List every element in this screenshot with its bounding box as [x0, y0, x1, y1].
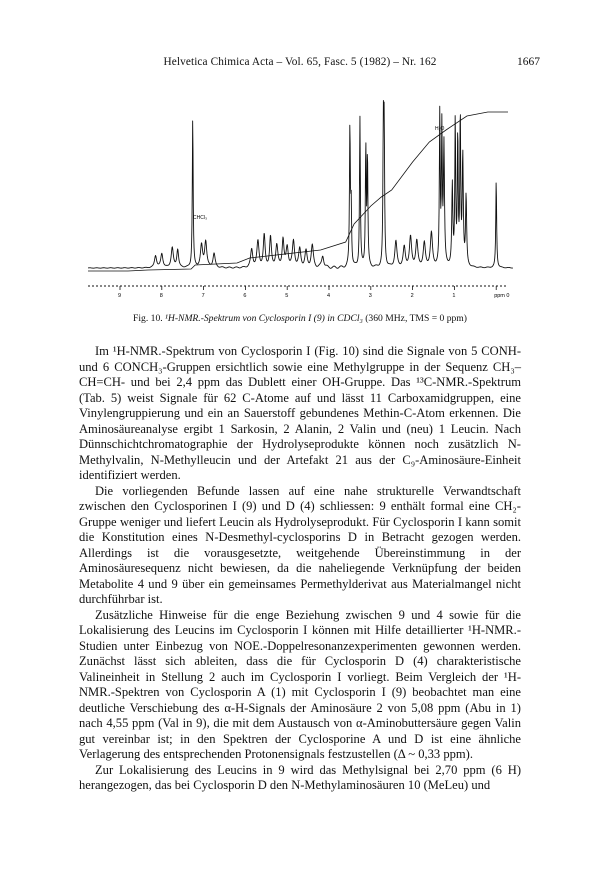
spectrum-trace	[88, 100, 513, 268]
ppm-tick-label: 8	[159, 293, 163, 299]
ppm-tick-label: 2	[410, 293, 414, 299]
ppm-tick-label: ppm 0	[494, 293, 510, 299]
ppm-tick-label: 3	[368, 293, 372, 299]
nmr-spectrum-figure	[88, 72, 522, 308]
peak-label-chcl3: CHCl₃	[193, 215, 207, 221]
paragraph-4: Zur Lokalisierung des Leucins in 9 wird das Methylsignal bei 2,70 ppm (6 H) herangezogen, das bei Cyclosporin D den N-Methylaminosäuren 10 (MeLeu) und	[79, 762, 521, 792]
ppm-tick-label: 9	[118, 293, 122, 299]
caption-prefix: Fig. 10.	[133, 313, 166, 324]
ppm-tick-label: 7	[201, 293, 205, 299]
ppm-tick-label: 5	[285, 293, 289, 299]
paragraph-1: Im ¹H-NMR.-Spektrum von Cyclosporin I (Fig. 10) sind die Signale von 5 CONH- und 6 CONCH₃-Gruppen ersichtlich sowie eine Methylgruppe in der Sequenz CH₃–CH=CH- und bei 2,4 ppm das Dublett einer OH-Gruppe. Das ¹³C-NMR.-Spektrum (Tab. 5) weist Signale für 62 C-Atome auf und lässt 11 Carboxamidgruppen, eine Vinylengruppierung und ein an Sauerstoff gebundenes Methin-C-Atom erkennen. Die Aminosäureanalyse ergibt 1 Sarkosin, 2 Alanin, 2 Valin und (neu) 1 Leucin. Nach Dünnschichtchromatographie der Hydrolyseprodukte können noch zusätzlich N-Methylvalin, N-Methylleucin und der Artefakt 21 aus der C₉-Aminosäure-Einheit identifiziert werden.	[79, 344, 521, 482]
ppm-tick-label: 6	[243, 293, 247, 299]
caption-conditions: (360 MHz, TMS = 0 ppm)	[362, 313, 467, 324]
peak-label-h2o: H₂O	[435, 126, 445, 132]
ppm-ticks	[118, 286, 509, 299]
ppm-tick-label: 1	[452, 293, 456, 299]
article-body	[79, 344, 521, 794]
figure-caption	[0, 313, 600, 324]
nmr-spectrum	[88, 72, 522, 308]
caption-title: ¹H-NMR.-Spektrum von Cyclosporin I (9) in CDCl₃	[165, 313, 363, 324]
paragraph-3: Zusätzliche Hinweise für die enge Beziehung zwischen 9 und 4 sowie für die Lokalisierung des Leucins im Cyclosporin I können mit Hilfe detaillierter ¹H-NMR.-Studien unter Einbezug von NOE.-Doppelresonanzexperimenten gewonnen werden. Zunächst lässt sich ableiten, dass die für Cyclosporin D (4) charakteristische Valineinheit in Stellung 2 auch im Cyclosporin I vorliegt. Beim Vergleich der ¹H-NMR.-Spektren von Cyclosporin A (1) mit Cyclosporin I (9) beobachtet man eine deutliche Verschiebung des α-H-Signals der Aminosäure 2 von 5,08 ppm (Abu in 1) nach 4,55 ppm (Val in 9), die mit dem Austausch von α-Aminobuttersäure gegen Valin gut vereinbar ist; in den Spektren der Cyclosporine A und D ist eine ähnliche Verlagerung des entsprechenden Protonensignals festzustellen (Δ ~ 0,33 ppm).	[79, 607, 521, 761]
paragraph-2: Die vorliegenden Befunde lassen auf eine nahe strukturelle Verwandtschaft zwischen den Cyclosporinen I (9) und D (4) schliessen: 9 enthält formal eine CH₂-Gruppe weniger und liefert Leucin als Hydrolyseprodukt. Für Cyclosporin I kann somit die Konstitution eines N-Desmethyl-cyclosporins D in Betracht gezogen werden. Allerdings ist die vorausgesetzte, weitgehende Übereinstimmung in der Aminosäuresequenz nicht bewiesen, da die naheliegende Verknüpfung der beiden Metabolite 4 und 9 über ein gemeinsames Permethylderivat aus Materialmangel nicht durchführbar ist.	[79, 483, 521, 606]
running-header	[0, 56, 600, 72]
ppm-tick-label: 4	[327, 293, 331, 299]
page-number: 1667	[517, 56, 540, 68]
journal-header: Helvetica Chimica Acta – Vol. 65, Fasc. 5 (1982) – Nr. 162	[163, 56, 437, 68]
integral-curve	[88, 112, 508, 271]
